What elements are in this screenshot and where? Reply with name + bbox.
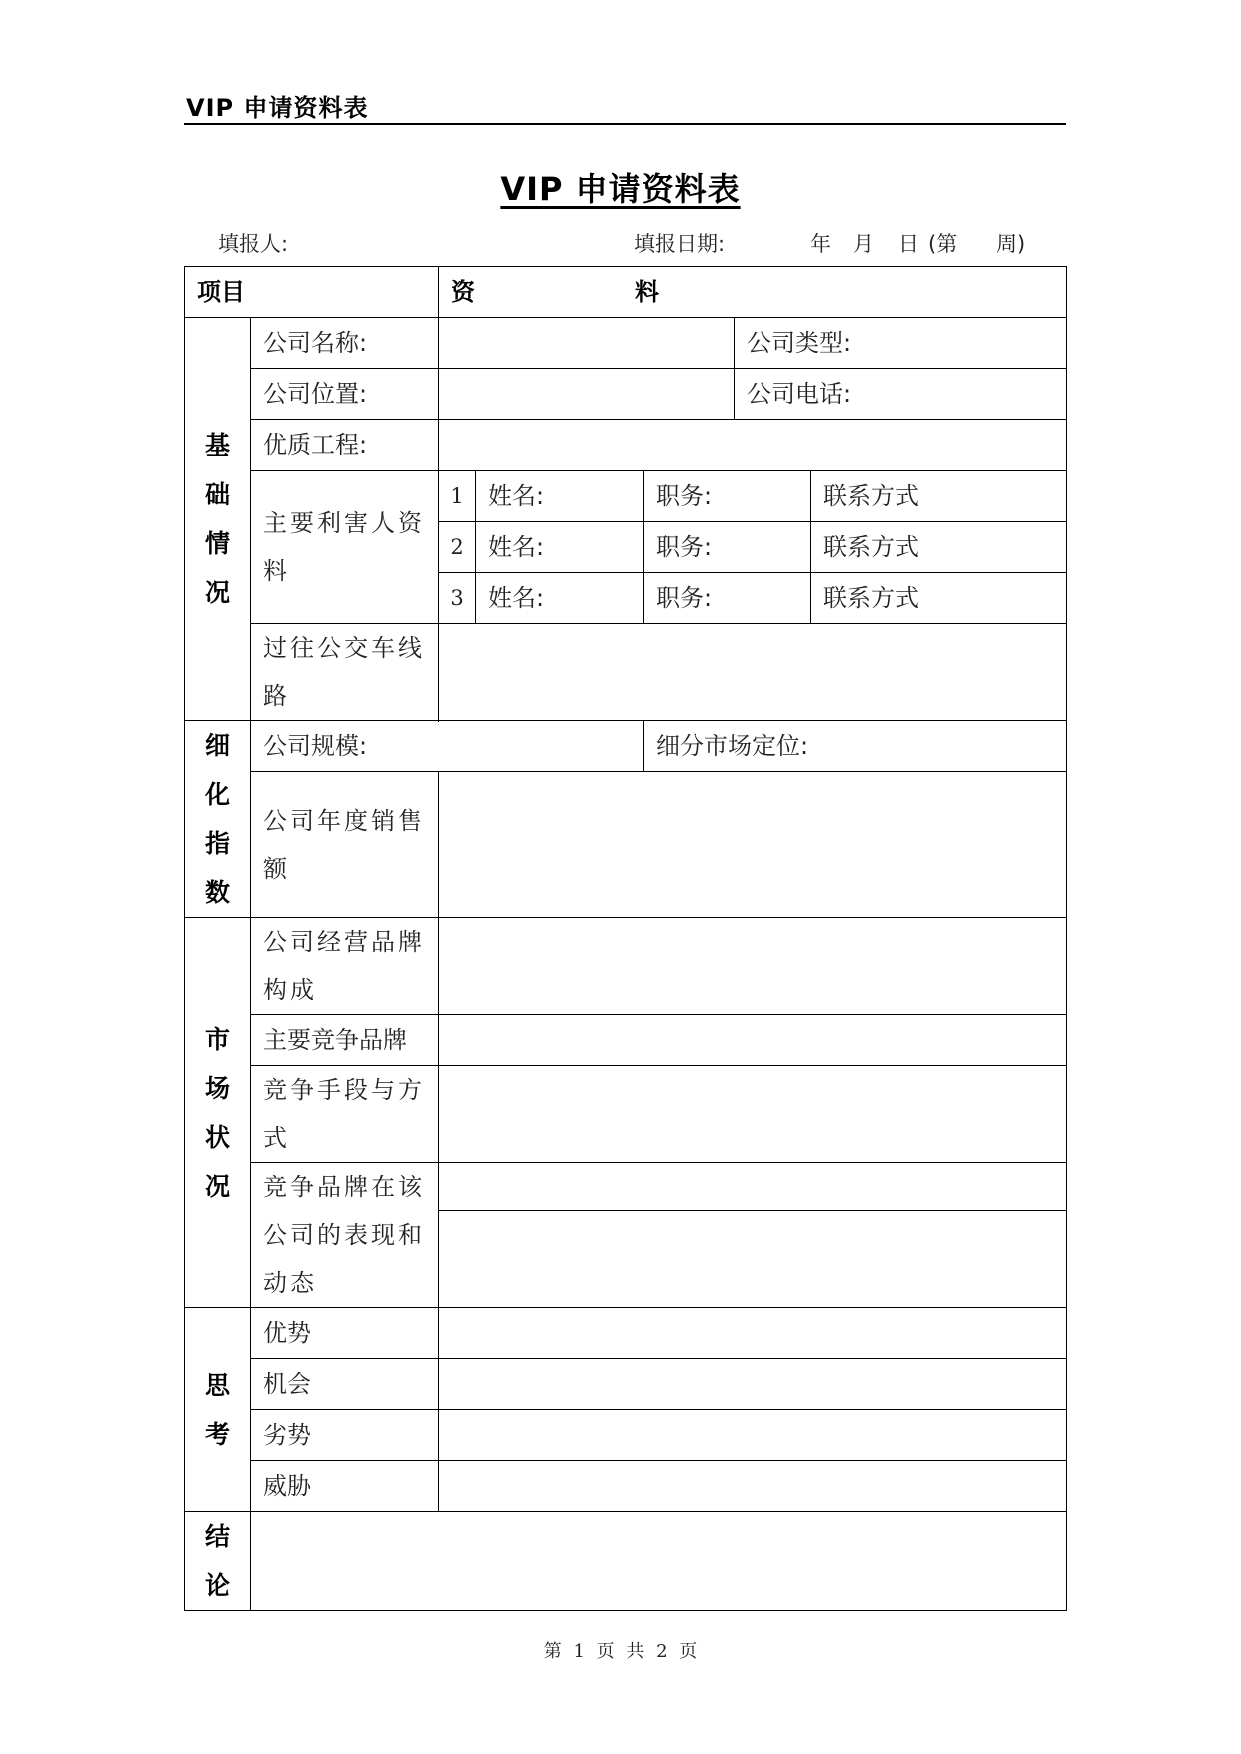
conclusion-field[interactable] [251,1512,1067,1611]
brand-composition-field[interactable] [439,918,1067,1015]
stakeholder-name-3[interactable]: 姓名: [476,573,644,624]
date-label: 填报日期: [634,232,726,256]
table-row [185,1410,1067,1461]
table-row [185,471,1067,522]
table-row [185,624,1067,721]
table-row [185,1015,1067,1066]
brand-composition-label: 公司经营品牌构成 [251,918,439,1015]
company-location-field[interactable] [439,369,735,420]
bus-routes-field[interactable] [439,624,1067,721]
application-form-table [184,266,1067,1611]
bus-routes-label: 过往公交车线路 [251,624,439,721]
section-market-label: 市场状况 [185,918,251,1308]
table-header-row [185,267,1067,318]
competitor-performance-field-2[interactable] [439,1211,1067,1308]
stakeholder-no-2: 2 [439,522,476,573]
main-competitors-label: 主要竞争品牌 [251,1015,439,1066]
stakeholder-name-1[interactable]: 姓名: [476,471,644,522]
threats-label: 威胁 [251,1461,439,1512]
opportunities-field[interactable] [439,1359,1067,1410]
competition-means-field[interactable] [439,1066,1067,1163]
company-type-field[interactable]: 公司类型: [735,318,1067,369]
col-data-header-1: 资 [451,278,475,306]
table-row [185,918,1067,1015]
weaknesses-label: 劣势 [251,1410,439,1461]
competitor-performance-label: 竞争品牌在该公司的表现和动态 [251,1163,439,1308]
section-basic-label: 基础情况 [185,318,251,721]
stakeholder-position-1[interactable]: 职务: [644,471,811,522]
strengths-field[interactable] [439,1308,1067,1359]
company-location-label: 公司位置: [251,369,439,420]
page-number: 第 1 页 共 2 页 [543,1641,698,1662]
threats-field[interactable] [439,1461,1067,1512]
section-thinking-label: 思考 [185,1308,251,1512]
date-week-close: 周) [996,232,1026,256]
table-row [185,1163,1067,1211]
quality-project-field[interactable] [439,420,1067,471]
company-phone-field[interactable]: 公司电话: [735,369,1067,420]
stakeholder-position-2[interactable]: 职务: [644,522,811,573]
table-row [185,1359,1067,1410]
section-conclusion-label: 结论 [185,1512,251,1611]
stakeholder-no-1: 1 [439,471,476,522]
running-header-title: VIP 申请资料表 [186,94,369,122]
company-name-label: 公司名称: [251,318,439,369]
table-row [185,772,1067,918]
date-year-label: 年 [810,232,831,256]
header-rule [184,123,1066,125]
annual-sales-label: 公司年度销售额 [251,772,439,918]
section-detail-label: 细化指数 [185,721,251,918]
stakeholder-name-2[interactable]: 姓名: [476,522,644,573]
opportunities-label: 机会 [251,1359,439,1410]
market-positioning-field[interactable]: 细分市场定位: [644,721,1067,772]
company-scale-field[interactable]: 公司规模: [251,721,644,772]
strengths-label: 优势 [251,1308,439,1359]
table-row [185,318,1067,369]
stakeholders-label: 主要利害人资料 [251,471,439,624]
date-day-label: 日 [898,232,919,256]
stakeholder-contact-2[interactable]: 联系方式 [811,522,1067,573]
col-data-header-2: 料 [635,278,659,306]
col-data-header [439,267,1067,318]
table-row [185,721,1067,772]
date-week-open: (第 [928,232,958,256]
table-row [185,369,1067,420]
stakeholder-position-3[interactable]: 职务: [644,573,811,624]
document-title-wrap [0,164,1241,210]
stakeholder-contact-3[interactable]: 联系方式 [811,573,1067,624]
date-month-label: 月 [853,232,874,256]
quality-project-label: 优质工程: [251,420,439,471]
table-row [185,1308,1067,1359]
table-row [185,1512,1067,1611]
col-item-header: 项目 [185,267,439,318]
weaknesses-field[interactable] [439,1410,1067,1461]
company-name-field[interactable] [439,318,735,369]
table-row [185,1461,1067,1512]
document-title: VIP 申请资料表 [500,170,741,208]
stakeholder-no-3: 3 [439,573,476,624]
annual-sales-field[interactable] [439,772,1067,918]
competition-means-label: 竞争手段与方式 [251,1066,439,1163]
filler-label: 填报人: [218,232,289,256]
main-competitors-field[interactable] [439,1015,1067,1066]
stakeholder-contact-1[interactable]: 联系方式 [811,471,1067,522]
table-row [185,1066,1067,1163]
competitor-performance-field-1[interactable] [439,1163,1067,1211]
table-row [185,420,1067,471]
